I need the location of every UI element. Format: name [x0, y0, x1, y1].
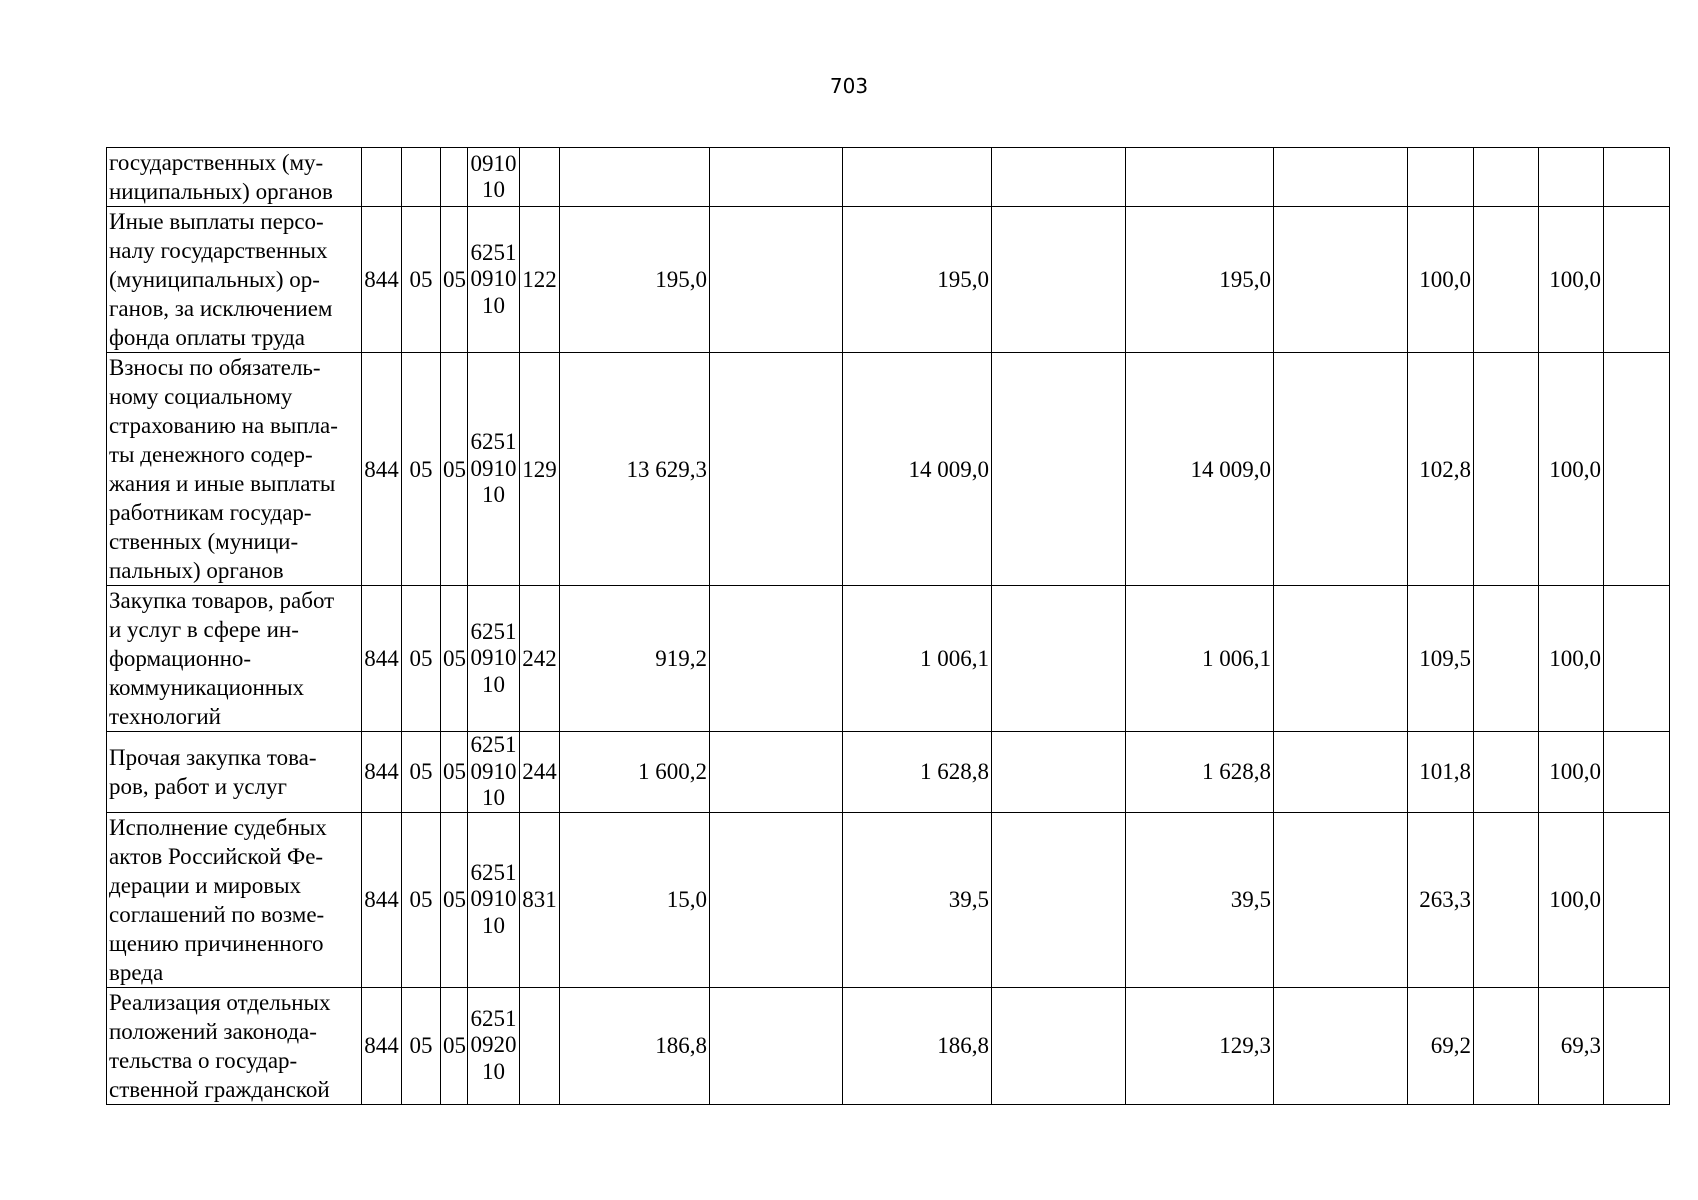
- ministry-code-cell: 844: [362, 812, 402, 987]
- row-name-cell: государственных (му- ниципальных) органов: [107, 148, 362, 207]
- empty-cell: [1274, 207, 1408, 353]
- expense-type-cell: 122: [520, 207, 560, 353]
- percent-cell-1: 69,2: [1408, 987, 1474, 1104]
- value-cell-3: 129,3: [1126, 987, 1274, 1104]
- empty-cell: [710, 207, 843, 353]
- empty-cell: [710, 148, 843, 207]
- table-row: [107, 987, 1670, 1104]
- expense-type-cell: 831: [520, 812, 560, 987]
- subsection-code-cell: 05: [441, 987, 468, 1104]
- value-cell-2: [843, 148, 992, 207]
- value-cell-3: 39,5: [1126, 812, 1274, 987]
- empty-cell: [710, 732, 843, 813]
- row-name-cell: Прочая закупка това- ров, работ и услуг: [107, 732, 362, 813]
- value-cell-3: 1 628,8: [1126, 732, 1274, 813]
- value-cell-2: 1 628,8: [843, 732, 992, 813]
- empty-cell: [710, 586, 843, 732]
- empty-cell: [1604, 148, 1670, 207]
- subsection-code-cell: 05: [441, 586, 468, 732]
- percent-cell-2: [1539, 148, 1604, 207]
- value-cell-1: [560, 148, 710, 207]
- section-code-cell: 05: [402, 207, 441, 353]
- empty-cell: [1474, 353, 1539, 586]
- ministry-code-cell: [362, 148, 402, 207]
- target-article-cell: 6251 0910 10: [468, 207, 520, 353]
- percent-cell-1: 100,0: [1408, 207, 1474, 353]
- empty-cell: [1274, 148, 1408, 207]
- row-name-cell: Исполнение судебных актов Российской Фе- дерации и мировых соглашений по возме- щению причиненного вреда: [107, 812, 362, 987]
- target-article-cell: 6251 0910 10: [468, 353, 520, 586]
- target-article-cell: 6251 0910 10: [468, 732, 520, 813]
- value-cell-1: 1 600,2: [560, 732, 710, 813]
- subsection-code-cell: 05: [441, 732, 468, 813]
- value-cell-1: 919,2: [560, 586, 710, 732]
- table-row: [107, 353, 1670, 586]
- percent-cell-1: 102,8: [1408, 353, 1474, 586]
- expense-type-cell: [520, 148, 560, 207]
- empty-cell: [1474, 812, 1539, 987]
- empty-cell: [1604, 812, 1670, 987]
- empty-cell: [992, 148, 1126, 207]
- percent-cell-2: 100,0: [1539, 207, 1604, 353]
- section-code-cell: 05: [402, 987, 441, 1104]
- table-row: [107, 732, 1670, 813]
- value-cell-3: 1 006,1: [1126, 586, 1274, 732]
- empty-cell: [1274, 987, 1408, 1104]
- expense-type-cell: [520, 987, 560, 1104]
- empty-cell: [1474, 207, 1539, 353]
- empty-cell: [710, 353, 843, 586]
- ministry-code-cell: 844: [362, 353, 402, 586]
- empty-cell: [1274, 812, 1408, 987]
- row-name-cell: Реализация отдельных положений законода- тельства о государ- ственной гражданской: [107, 987, 362, 1104]
- ministry-code-cell: 844: [362, 987, 402, 1104]
- table-row: [107, 207, 1670, 353]
- value-cell-1: 195,0: [560, 207, 710, 353]
- ministry-code-cell: 844: [362, 586, 402, 732]
- empty-cell: [1274, 353, 1408, 586]
- target-article-cell: 6251 0910 10: [468, 812, 520, 987]
- target-article-cell: 6251 0910 10: [468, 586, 520, 732]
- section-code-cell: 05: [402, 586, 441, 732]
- subsection-code-cell: [441, 148, 468, 207]
- budget-table: [106, 147, 1670, 1105]
- empty-cell: [1474, 586, 1539, 732]
- ministry-code-cell: 844: [362, 207, 402, 353]
- value-cell-2: 195,0: [843, 207, 992, 353]
- empty-cell: [1274, 732, 1408, 813]
- value-cell-1: 15,0: [560, 812, 710, 987]
- empty-cell: [1604, 207, 1670, 353]
- percent-cell-2: 69,3: [1539, 987, 1604, 1104]
- percent-cell-1: 109,5: [1408, 586, 1474, 732]
- table-row: [107, 812, 1670, 987]
- value-cell-2: 1 006,1: [843, 586, 992, 732]
- target-article-cell: 6251 0920 10: [468, 987, 520, 1104]
- value-cell-1: 186,8: [560, 987, 710, 1104]
- empty-cell: [710, 812, 843, 987]
- row-name-cell: Закупка товаров, работ и услуг в сфере ин- формационно- коммуникационных технологий: [107, 586, 362, 732]
- percent-cell-2: 100,0: [1539, 732, 1604, 813]
- table-row: [107, 586, 1670, 732]
- page-number: 703: [829, 74, 869, 98]
- expense-type-cell: 129: [520, 353, 560, 586]
- empty-cell: [1474, 987, 1539, 1104]
- value-cell-1: 13 629,3: [560, 353, 710, 586]
- empty-cell: [992, 353, 1126, 586]
- empty-cell: [1604, 732, 1670, 813]
- empty-cell: [710, 987, 843, 1104]
- value-cell-3: [1126, 148, 1274, 207]
- percent-cell-1: 101,8: [1408, 732, 1474, 813]
- ministry-code-cell: 844: [362, 732, 402, 813]
- percent-cell-2: 100,0: [1539, 586, 1604, 732]
- section-code-cell: 05: [402, 353, 441, 586]
- empty-cell: [992, 812, 1126, 987]
- empty-cell: [1604, 987, 1670, 1104]
- empty-cell: [1474, 148, 1539, 207]
- empty-cell: [1274, 586, 1408, 732]
- target-article-cell: 0910 10: [468, 148, 520, 207]
- empty-cell: [1604, 353, 1670, 586]
- value-cell-3: 195,0: [1126, 207, 1274, 353]
- value-cell-3: 14 009,0: [1126, 353, 1274, 586]
- row-name-cell: Иные выплаты персо- налу государственных (муниципальных) ор- ганов, за исключением фонда оплаты труда: [107, 207, 362, 353]
- empty-cell: [992, 732, 1126, 813]
- empty-cell: [1604, 586, 1670, 732]
- empty-cell: [1474, 732, 1539, 813]
- percent-cell-1: 263,3: [1408, 812, 1474, 987]
- percent-cell-2: 100,0: [1539, 353, 1604, 586]
- expense-type-cell: 244: [520, 732, 560, 813]
- section-code-cell: 05: [402, 732, 441, 813]
- empty-cell: [992, 207, 1126, 353]
- value-cell-2: 14 009,0: [843, 353, 992, 586]
- empty-cell: [992, 987, 1126, 1104]
- empty-cell: [992, 586, 1126, 732]
- value-cell-2: 39,5: [843, 812, 992, 987]
- percent-cell-1: [1408, 148, 1474, 207]
- section-code-cell: 05: [402, 812, 441, 987]
- value-cell-2: 186,8: [843, 987, 992, 1104]
- percent-cell-2: 100,0: [1539, 812, 1604, 987]
- table-row: [107, 148, 1670, 207]
- section-code-cell: [402, 148, 441, 207]
- subsection-code-cell: 05: [441, 353, 468, 586]
- subsection-code-cell: 05: [441, 207, 468, 353]
- subsection-code-cell: 05: [441, 812, 468, 987]
- row-name-cell: Взносы по обязатель- ному социальному страхованию на выпла- ты денежного содер- жания и иные выплаты работникам государ- ственных (муници- пальных) органов: [107, 353, 362, 586]
- expense-type-cell: 242: [520, 586, 560, 732]
